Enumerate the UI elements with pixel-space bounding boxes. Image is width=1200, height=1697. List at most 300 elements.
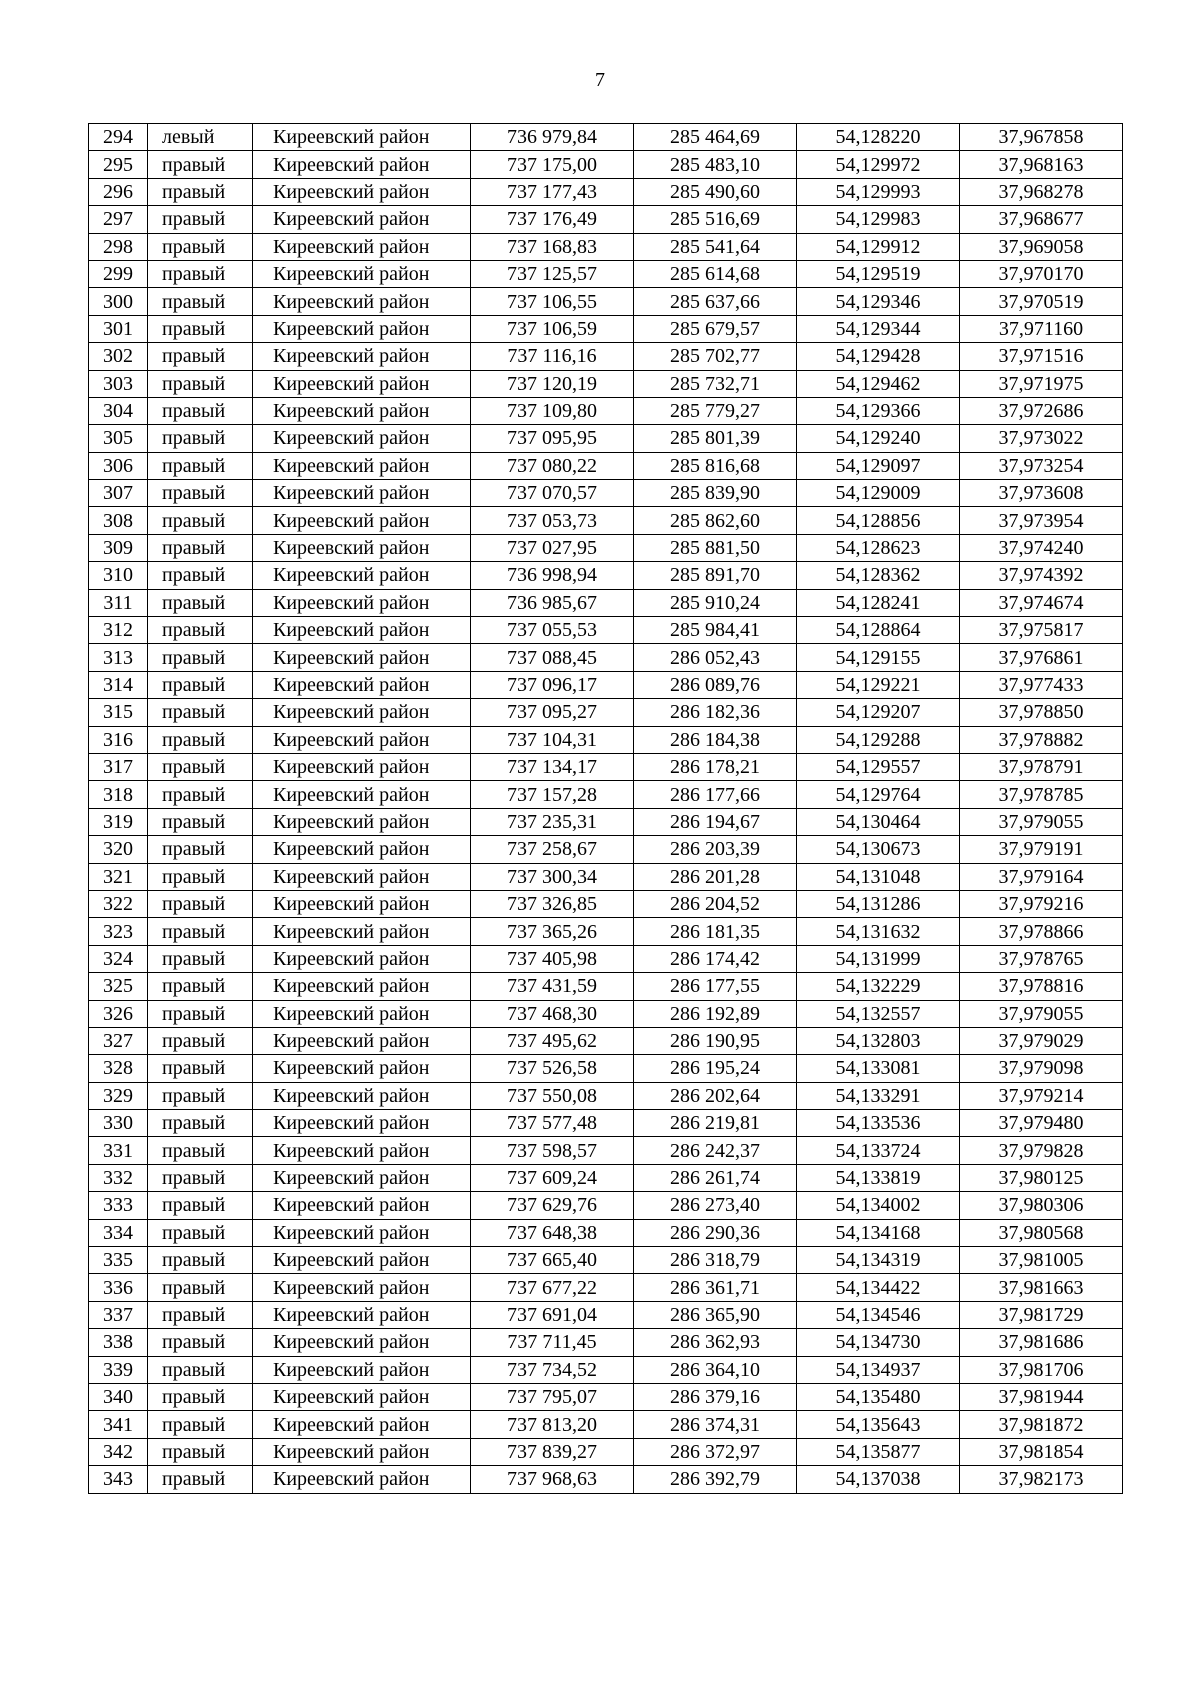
x-coordinate-cell: 737 691,04 xyxy=(471,1301,634,1328)
longitude-cell: 37,981005 xyxy=(960,1247,1123,1274)
bank-side-cell: левый xyxy=(148,124,253,151)
district-cell: Киреевский район xyxy=(253,260,471,287)
latitude-cell: 54,130464 xyxy=(797,808,960,835)
longitude-cell: 37,980125 xyxy=(960,1164,1123,1191)
latitude-cell: 54,131048 xyxy=(797,863,960,890)
table-row xyxy=(89,973,1123,1000)
point-number-cell: 311 xyxy=(89,589,148,616)
x-coordinate-cell: 737 104,31 xyxy=(471,726,634,753)
bank-side-cell: правый xyxy=(148,1110,253,1137)
y-coordinate-cell: 286 177,55 xyxy=(634,973,797,1000)
longitude-cell: 37,979029 xyxy=(960,1027,1123,1054)
point-number-cell: 320 xyxy=(89,836,148,863)
x-coordinate-cell: 737 734,52 xyxy=(471,1356,634,1383)
x-coordinate-cell: 737 070,57 xyxy=(471,480,634,507)
x-coordinate-cell: 737 968,63 xyxy=(471,1466,634,1493)
district-cell: Киреевский район xyxy=(253,233,471,260)
point-number-cell: 327 xyxy=(89,1027,148,1054)
x-coordinate-cell: 737 648,38 xyxy=(471,1219,634,1246)
bank-side-cell: правый xyxy=(148,1219,253,1246)
latitude-cell: 54,134002 xyxy=(797,1192,960,1219)
longitude-cell: 37,979828 xyxy=(960,1137,1123,1164)
bank-side-cell: правый xyxy=(148,1383,253,1410)
latitude-cell: 54,133536 xyxy=(797,1110,960,1137)
y-coordinate-cell: 286 195,24 xyxy=(634,1055,797,1082)
table-row xyxy=(89,945,1123,972)
x-coordinate-cell: 737 095,95 xyxy=(471,425,634,452)
x-coordinate-cell: 737 157,28 xyxy=(471,781,634,808)
table-row xyxy=(89,1329,1123,1356)
longitude-cell: 37,971516 xyxy=(960,343,1123,370)
district-cell: Киреевский район xyxy=(253,151,471,178)
latitude-cell: 54,137038 xyxy=(797,1466,960,1493)
longitude-cell: 37,979164 xyxy=(960,863,1123,890)
longitude-cell: 37,976861 xyxy=(960,644,1123,671)
latitude-cell: 54,131999 xyxy=(797,945,960,972)
latitude-cell: 54,129097 xyxy=(797,452,960,479)
table-row xyxy=(89,890,1123,917)
x-coordinate-cell: 737 609,24 xyxy=(471,1164,634,1191)
longitude-cell: 37,980306 xyxy=(960,1192,1123,1219)
district-cell: Киреевский район xyxy=(253,370,471,397)
y-coordinate-cell: 285 464,69 xyxy=(634,124,797,151)
y-coordinate-cell: 285 516,69 xyxy=(634,206,797,233)
table-row xyxy=(89,397,1123,424)
point-number-cell: 307 xyxy=(89,480,148,507)
bank-side-cell: правый xyxy=(148,507,253,534)
district-cell: Киреевский район xyxy=(253,1055,471,1082)
point-number-cell: 313 xyxy=(89,644,148,671)
x-coordinate-cell: 737 106,59 xyxy=(471,315,634,342)
point-number-cell: 325 xyxy=(89,973,148,1000)
bank-side-cell: правый xyxy=(148,973,253,1000)
bank-side-cell: правый xyxy=(148,1164,253,1191)
longitude-cell: 37,979191 xyxy=(960,836,1123,863)
y-coordinate-cell: 286 089,76 xyxy=(634,671,797,698)
x-coordinate-cell: 737 577,48 xyxy=(471,1110,634,1137)
longitude-cell: 37,978785 xyxy=(960,781,1123,808)
bank-side-cell: правый xyxy=(148,617,253,644)
point-number-cell: 315 xyxy=(89,699,148,726)
y-coordinate-cell: 286 204,52 xyxy=(634,890,797,917)
y-coordinate-cell: 285 702,77 xyxy=(634,343,797,370)
latitude-cell: 54,129557 xyxy=(797,753,960,780)
point-number-cell: 330 xyxy=(89,1110,148,1137)
latitude-cell: 54,134319 xyxy=(797,1247,960,1274)
district-cell: Киреевский район xyxy=(253,452,471,479)
point-number-cell: 304 xyxy=(89,397,148,424)
latitude-cell: 54,129221 xyxy=(797,671,960,698)
longitude-cell: 37,978882 xyxy=(960,726,1123,753)
x-coordinate-cell: 737 300,34 xyxy=(471,863,634,890)
x-coordinate-cell: 737 326,85 xyxy=(471,890,634,917)
point-number-cell: 308 xyxy=(89,507,148,534)
latitude-cell: 54,132803 xyxy=(797,1027,960,1054)
point-number-cell: 339 xyxy=(89,1356,148,1383)
point-number-cell: 312 xyxy=(89,617,148,644)
bank-side-cell: правый xyxy=(148,343,253,370)
longitude-cell: 37,973254 xyxy=(960,452,1123,479)
point-number-cell: 323 xyxy=(89,918,148,945)
bank-side-cell: правый xyxy=(148,1466,253,1493)
district-cell: Киреевский район xyxy=(253,534,471,561)
table-row xyxy=(89,562,1123,589)
table-row xyxy=(89,671,1123,698)
longitude-cell: 37,980568 xyxy=(960,1219,1123,1246)
point-number-cell: 305 xyxy=(89,425,148,452)
longitude-cell: 37,970519 xyxy=(960,288,1123,315)
y-coordinate-cell: 286 182,36 xyxy=(634,699,797,726)
table-row xyxy=(89,288,1123,315)
x-coordinate-cell: 737 096,17 xyxy=(471,671,634,698)
district-cell: Киреевский район xyxy=(253,1082,471,1109)
point-number-cell: 333 xyxy=(89,1192,148,1219)
longitude-cell: 37,978850 xyxy=(960,699,1123,726)
latitude-cell: 54,135480 xyxy=(797,1383,960,1410)
district-cell: Киреевский район xyxy=(253,1027,471,1054)
latitude-cell: 54,129912 xyxy=(797,233,960,260)
y-coordinate-cell: 286 201,28 xyxy=(634,863,797,890)
district-cell: Киреевский район xyxy=(253,1247,471,1274)
bank-side-cell: правый xyxy=(148,1356,253,1383)
table-row xyxy=(89,726,1123,753)
bank-side-cell: правый xyxy=(148,1137,253,1164)
bank-side-cell: правый xyxy=(148,315,253,342)
district-cell: Киреевский район xyxy=(253,589,471,616)
y-coordinate-cell: 285 891,70 xyxy=(634,562,797,589)
x-coordinate-cell: 737 431,59 xyxy=(471,973,634,1000)
x-coordinate-cell: 736 998,94 xyxy=(471,562,634,589)
y-coordinate-cell: 286 361,71 xyxy=(634,1274,797,1301)
x-coordinate-cell: 737 839,27 xyxy=(471,1438,634,1465)
y-coordinate-cell: 285 862,60 xyxy=(634,507,797,534)
x-coordinate-cell: 737 598,57 xyxy=(471,1137,634,1164)
x-coordinate-cell: 737 495,62 xyxy=(471,1027,634,1054)
point-number-cell: 295 xyxy=(89,151,148,178)
latitude-cell: 54,133819 xyxy=(797,1164,960,1191)
latitude-cell: 54,129428 xyxy=(797,343,960,370)
x-coordinate-cell: 737 405,98 xyxy=(471,945,634,972)
point-number-cell: 337 xyxy=(89,1301,148,1328)
latitude-cell: 54,128220 xyxy=(797,124,960,151)
y-coordinate-cell: 286 290,36 xyxy=(634,1219,797,1246)
longitude-cell: 37,979055 xyxy=(960,1000,1123,1027)
y-coordinate-cell: 286 174,42 xyxy=(634,945,797,972)
district-cell: Киреевский район xyxy=(253,808,471,835)
table-row xyxy=(89,836,1123,863)
point-number-cell: 332 xyxy=(89,1164,148,1191)
x-coordinate-cell: 737 055,53 xyxy=(471,617,634,644)
longitude-cell: 37,981686 xyxy=(960,1329,1123,1356)
y-coordinate-cell: 285 541,64 xyxy=(634,233,797,260)
x-coordinate-cell: 737 177,43 xyxy=(471,178,634,205)
x-coordinate-cell: 737 629,76 xyxy=(471,1192,634,1219)
latitude-cell: 54,129207 xyxy=(797,699,960,726)
longitude-cell: 37,979055 xyxy=(960,808,1123,835)
latitude-cell: 54,132557 xyxy=(797,1000,960,1027)
district-cell: Киреевский район xyxy=(253,1411,471,1438)
bank-side-cell: правый xyxy=(148,1438,253,1465)
latitude-cell: 54,133081 xyxy=(797,1055,960,1082)
latitude-cell: 54,128864 xyxy=(797,617,960,644)
longitude-cell: 37,982173 xyxy=(960,1466,1123,1493)
bank-side-cell: правый xyxy=(148,918,253,945)
x-coordinate-cell: 737 125,57 xyxy=(471,260,634,287)
district-cell: Киреевский район xyxy=(253,178,471,205)
bank-side-cell: правый xyxy=(148,890,253,917)
longitude-cell: 37,981729 xyxy=(960,1301,1123,1328)
longitude-cell: 37,978866 xyxy=(960,918,1123,945)
point-number-cell: 342 xyxy=(89,1438,148,1465)
longitude-cell: 37,973954 xyxy=(960,507,1123,534)
point-number-cell: 331 xyxy=(89,1137,148,1164)
point-number-cell: 341 xyxy=(89,1411,148,1438)
bank-side-cell: правый xyxy=(148,288,253,315)
table-row xyxy=(89,1247,1123,1274)
x-coordinate-cell: 737 088,45 xyxy=(471,644,634,671)
x-coordinate-cell: 737 795,07 xyxy=(471,1383,634,1410)
latitude-cell: 54,131632 xyxy=(797,918,960,945)
latitude-cell: 54,134422 xyxy=(797,1274,960,1301)
y-coordinate-cell: 285 881,50 xyxy=(634,534,797,561)
y-coordinate-cell: 286 364,10 xyxy=(634,1356,797,1383)
y-coordinate-cell: 286 202,64 xyxy=(634,1082,797,1109)
latitude-cell: 54,129519 xyxy=(797,260,960,287)
table-row xyxy=(89,425,1123,452)
y-coordinate-cell: 286 365,90 xyxy=(634,1301,797,1328)
bank-side-cell: правый xyxy=(148,425,253,452)
longitude-cell: 37,978765 xyxy=(960,945,1123,972)
x-coordinate-cell: 737 813,20 xyxy=(471,1411,634,1438)
y-coordinate-cell: 285 816,68 xyxy=(634,452,797,479)
point-number-cell: 316 xyxy=(89,726,148,753)
table-row xyxy=(89,753,1123,780)
point-number-cell: 299 xyxy=(89,260,148,287)
latitude-cell: 54,128856 xyxy=(797,507,960,534)
point-number-cell: 328 xyxy=(89,1055,148,1082)
bank-side-cell: правый xyxy=(148,1192,253,1219)
district-cell: Киреевский район xyxy=(253,671,471,698)
y-coordinate-cell: 286 178,21 xyxy=(634,753,797,780)
y-coordinate-cell: 286 184,38 xyxy=(634,726,797,753)
x-coordinate-cell: 737 109,80 xyxy=(471,397,634,424)
y-coordinate-cell: 286 203,39 xyxy=(634,836,797,863)
longitude-cell: 37,973608 xyxy=(960,480,1123,507)
longitude-cell: 37,975817 xyxy=(960,617,1123,644)
latitude-cell: 54,129983 xyxy=(797,206,960,233)
latitude-cell: 54,129462 xyxy=(797,370,960,397)
x-coordinate-cell: 737 095,27 xyxy=(471,699,634,726)
bank-side-cell: правый xyxy=(148,671,253,698)
bank-side-cell: правый xyxy=(148,1301,253,1328)
y-coordinate-cell: 286 052,43 xyxy=(634,644,797,671)
longitude-cell: 37,981944 xyxy=(960,1383,1123,1410)
y-coordinate-cell: 285 779,27 xyxy=(634,397,797,424)
district-cell: Киреевский район xyxy=(253,726,471,753)
point-number-cell: 306 xyxy=(89,452,148,479)
x-coordinate-cell: 736 985,67 xyxy=(471,589,634,616)
table-row xyxy=(89,644,1123,671)
district-cell: Киреевский район xyxy=(253,945,471,972)
district-cell: Киреевский район xyxy=(253,507,471,534)
longitude-cell: 37,979098 xyxy=(960,1055,1123,1082)
longitude-cell: 37,967858 xyxy=(960,124,1123,151)
table-row xyxy=(89,1082,1123,1109)
x-coordinate-cell: 737 677,22 xyxy=(471,1274,634,1301)
y-coordinate-cell: 286 372,97 xyxy=(634,1438,797,1465)
latitude-cell: 54,134730 xyxy=(797,1329,960,1356)
latitude-cell: 54,129366 xyxy=(797,397,960,424)
longitude-cell: 37,971160 xyxy=(960,315,1123,342)
latitude-cell: 54,134168 xyxy=(797,1219,960,1246)
longitude-cell: 37,974674 xyxy=(960,589,1123,616)
bank-side-cell: правый xyxy=(148,260,253,287)
x-coordinate-cell: 737 053,73 xyxy=(471,507,634,534)
x-coordinate-cell: 737 550,08 xyxy=(471,1082,634,1109)
bank-side-cell: правый xyxy=(148,945,253,972)
district-cell: Киреевский район xyxy=(253,1137,471,1164)
latitude-cell: 54,133291 xyxy=(797,1082,960,1109)
bank-side-cell: правый xyxy=(148,589,253,616)
district-cell: Киреевский район xyxy=(253,1301,471,1328)
table-row xyxy=(89,1356,1123,1383)
bank-side-cell: правый xyxy=(148,699,253,726)
point-number-cell: 326 xyxy=(89,1000,148,1027)
point-number-cell: 314 xyxy=(89,671,148,698)
y-coordinate-cell: 286 192,89 xyxy=(634,1000,797,1027)
y-coordinate-cell: 286 177,66 xyxy=(634,781,797,808)
y-coordinate-cell: 285 839,90 xyxy=(634,480,797,507)
longitude-cell: 37,981854 xyxy=(960,1438,1123,1465)
y-coordinate-cell: 285 984,41 xyxy=(634,617,797,644)
bank-side-cell: правый xyxy=(148,781,253,808)
table-row xyxy=(89,781,1123,808)
table-row xyxy=(89,1164,1123,1191)
longitude-cell: 37,981663 xyxy=(960,1274,1123,1301)
bank-side-cell: правый xyxy=(148,863,253,890)
y-coordinate-cell: 286 362,93 xyxy=(634,1329,797,1356)
x-coordinate-cell: 737 134,17 xyxy=(471,753,634,780)
point-number-cell: 301 xyxy=(89,315,148,342)
latitude-cell: 54,129346 xyxy=(797,288,960,315)
longitude-cell: 37,968163 xyxy=(960,151,1123,178)
bank-side-cell: правый xyxy=(148,836,253,863)
longitude-cell: 37,978816 xyxy=(960,973,1123,1000)
bank-side-cell: правый xyxy=(148,178,253,205)
table-row xyxy=(89,1274,1123,1301)
y-coordinate-cell: 286 261,74 xyxy=(634,1164,797,1191)
coordinates-table xyxy=(88,123,1123,1494)
table-row xyxy=(89,124,1123,151)
y-coordinate-cell: 285 483,10 xyxy=(634,151,797,178)
longitude-cell: 37,971975 xyxy=(960,370,1123,397)
table-row xyxy=(89,1383,1123,1410)
district-cell: Киреевский район xyxy=(253,124,471,151)
longitude-cell: 37,973022 xyxy=(960,425,1123,452)
point-number-cell: 334 xyxy=(89,1219,148,1246)
point-number-cell: 298 xyxy=(89,233,148,260)
table-row xyxy=(89,534,1123,561)
table-row xyxy=(89,589,1123,616)
longitude-cell: 37,978791 xyxy=(960,753,1123,780)
table-row xyxy=(89,1219,1123,1246)
district-cell: Киреевский район xyxy=(253,343,471,370)
table-row xyxy=(89,863,1123,890)
bank-side-cell: правый xyxy=(148,562,253,589)
x-coordinate-cell: 737 175,00 xyxy=(471,151,634,178)
table-row xyxy=(89,1192,1123,1219)
district-cell: Киреевский район xyxy=(253,973,471,1000)
longitude-cell: 37,981706 xyxy=(960,1356,1123,1383)
longitude-cell: 37,977433 xyxy=(960,671,1123,698)
table-row xyxy=(89,808,1123,835)
x-coordinate-cell: 737 235,31 xyxy=(471,808,634,835)
table-row xyxy=(89,1137,1123,1164)
bank-side-cell: правый xyxy=(148,1000,253,1027)
y-coordinate-cell: 286 242,37 xyxy=(634,1137,797,1164)
y-coordinate-cell: 286 194,67 xyxy=(634,808,797,835)
y-coordinate-cell: 286 219,81 xyxy=(634,1110,797,1137)
x-coordinate-cell: 737 365,26 xyxy=(471,918,634,945)
district-cell: Киреевский район xyxy=(253,753,471,780)
table-row xyxy=(89,178,1123,205)
table-row xyxy=(89,1411,1123,1438)
latitude-cell: 54,135643 xyxy=(797,1411,960,1438)
point-number-cell: 294 xyxy=(89,124,148,151)
district-cell: Киреевский район xyxy=(253,562,471,589)
bank-side-cell: правый xyxy=(148,1329,253,1356)
point-number-cell: 302 xyxy=(89,343,148,370)
district-cell: Киреевский район xyxy=(253,315,471,342)
table-row xyxy=(89,260,1123,287)
x-coordinate-cell: 736 979,84 xyxy=(471,124,634,151)
point-number-cell: 300 xyxy=(89,288,148,315)
x-coordinate-cell: 737 168,83 xyxy=(471,233,634,260)
district-cell: Киреевский район xyxy=(253,836,471,863)
longitude-cell: 37,972686 xyxy=(960,397,1123,424)
latitude-cell: 54,134546 xyxy=(797,1301,960,1328)
latitude-cell: 54,134937 xyxy=(797,1356,960,1383)
latitude-cell: 54,129009 xyxy=(797,480,960,507)
bank-side-cell: правый xyxy=(148,534,253,561)
table-row xyxy=(89,1000,1123,1027)
district-cell: Киреевский район xyxy=(253,1110,471,1137)
x-coordinate-cell: 737 665,40 xyxy=(471,1247,634,1274)
district-cell: Киреевский район xyxy=(253,1356,471,1383)
bank-side-cell: правый xyxy=(148,1027,253,1054)
district-cell: Киреевский район xyxy=(253,699,471,726)
district-cell: Киреевский район xyxy=(253,1192,471,1219)
y-coordinate-cell: 286 318,79 xyxy=(634,1247,797,1274)
district-cell: Киреевский район xyxy=(253,890,471,917)
y-coordinate-cell: 286 190,95 xyxy=(634,1027,797,1054)
bank-side-cell: правый xyxy=(148,480,253,507)
point-number-cell: 318 xyxy=(89,781,148,808)
point-number-cell: 319 xyxy=(89,808,148,835)
x-coordinate-cell: 737 080,22 xyxy=(471,452,634,479)
x-coordinate-cell: 737 106,55 xyxy=(471,288,634,315)
longitude-cell: 37,981872 xyxy=(960,1411,1123,1438)
latitude-cell: 54,129972 xyxy=(797,151,960,178)
district-cell: Киреевский район xyxy=(253,918,471,945)
longitude-cell: 37,968677 xyxy=(960,206,1123,233)
point-number-cell: 329 xyxy=(89,1082,148,1109)
longitude-cell: 37,979480 xyxy=(960,1110,1123,1137)
page-number: 7 xyxy=(595,69,605,91)
latitude-cell: 54,133724 xyxy=(797,1137,960,1164)
bank-side-cell: правый xyxy=(148,726,253,753)
table-row xyxy=(89,1027,1123,1054)
